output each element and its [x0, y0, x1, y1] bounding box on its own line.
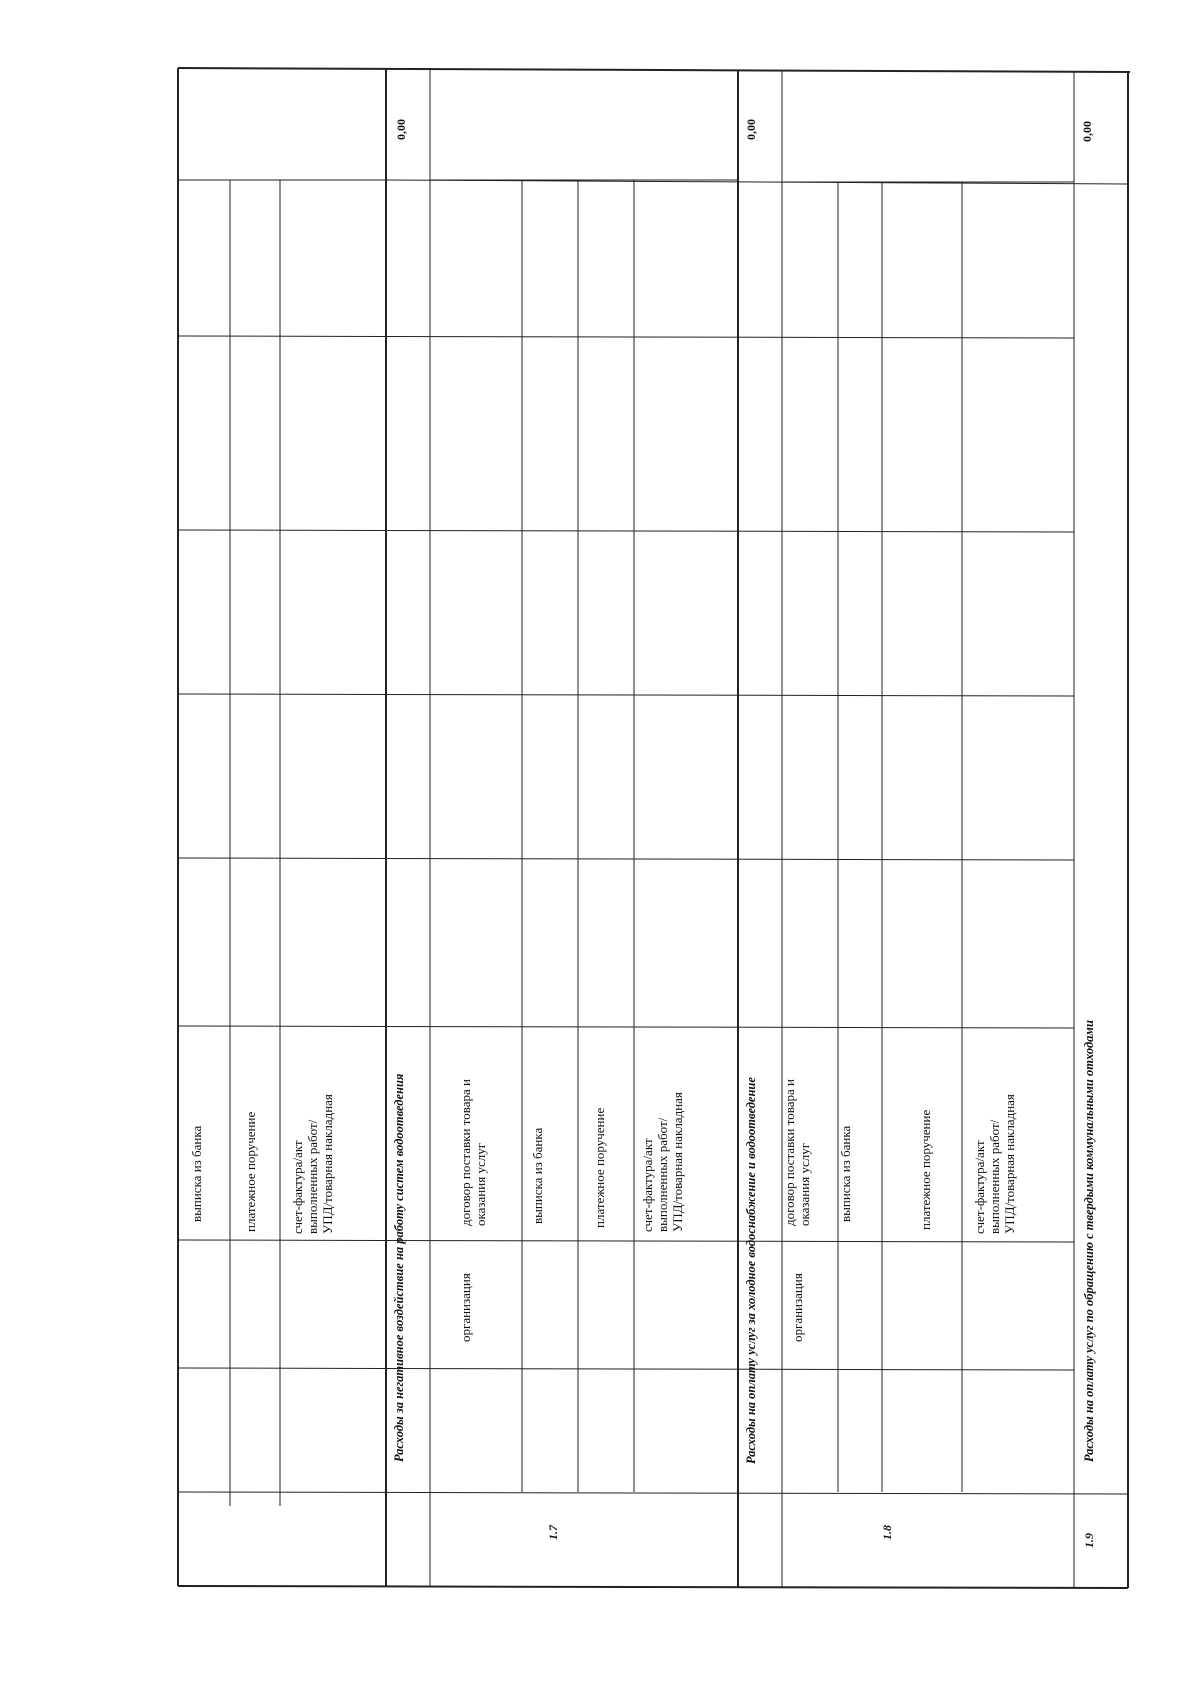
section-org-label-1-8: организация: [790, 1273, 805, 1342]
section-1-8-row-bank-statement: выписка из банка: [838, 1125, 853, 1222]
section-1-8-row-invoice: счет-фактура/акт выполненных работ/ УПД/товарная накладная: [972, 1094, 1017, 1234]
section-1-8-row-payment-order: платежное поручение: [918, 1109, 933, 1230]
section-number-1-9: 1.9: [1082, 1533, 1096, 1548]
section-heading-1-7: Расходы за негативное воздействие на работу систем водоотведения: [392, 1073, 406, 1462]
section-1-7-row-contract: договор поставки товара и оказания услуг: [458, 1079, 488, 1226]
top-row-bank-statement: выписка из банка: [189, 1125, 204, 1222]
section-1-7-row-payment-order: платежное поручение: [592, 1107, 607, 1228]
section-heading-1-9: Расходы на оплату услуг по обращению с твердыми коммунальными отходами: [1082, 1020, 1096, 1462]
section-total-1-8: 0,00: [744, 119, 758, 140]
section-total-1-9: 0,00: [1080, 121, 1094, 142]
section-number-1-7: 1.7: [546, 1525, 560, 1540]
section-1-7-row-invoice: счет-фактура/акт выполненных работ/ УПД/товарная накладная: [640, 1092, 685, 1232]
section-number-1-8: 1.8: [880, 1525, 894, 1540]
section-org-label-1-7: организация: [458, 1273, 473, 1342]
section-total-1-7: 0,00: [394, 119, 408, 140]
section-1-8-row-contract: договор поставки товара и оказания услуг: [782, 1079, 812, 1226]
top-row-payment-order: платежное поручение: [243, 1111, 258, 1232]
top-row-invoice: счет-фактура/акт выполненных работ/ УПД/товарная накладная: [290, 1094, 335, 1234]
section-1-7-row-bank-statement: выписка из банка: [530, 1127, 545, 1224]
section-heading-1-8: Расходы на оплату услуг за холодное водоснабжение и водоотведение: [744, 1077, 758, 1464]
